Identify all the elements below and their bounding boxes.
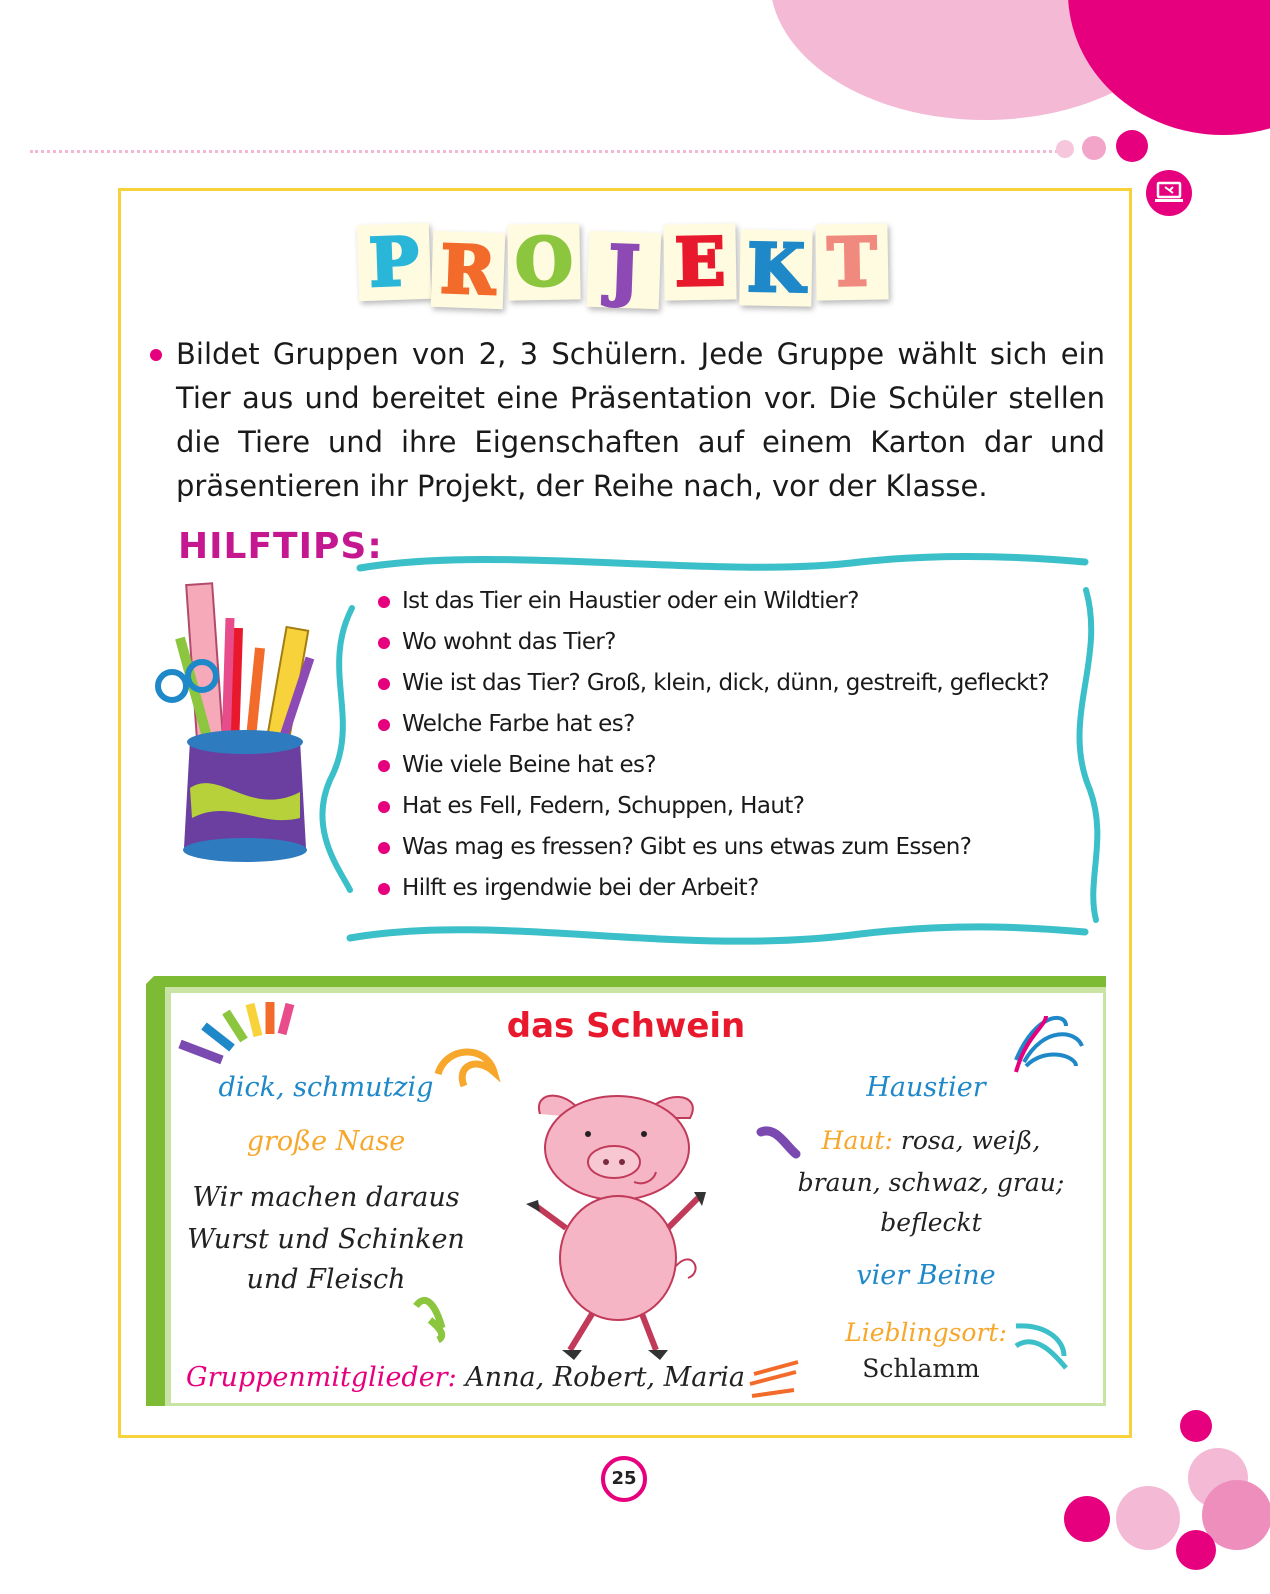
hilftips-heading: HILFTIPS:: [178, 526, 383, 567]
list-item: Wie viele Beine hat es?: [378, 750, 1049, 791]
poster-left-food3: und Fleisch: [246, 1264, 406, 1295]
list-item: Ist das Tier ein Haustier oder ein Wildtier?: [378, 586, 1049, 627]
title-letter-tile: T: [815, 223, 888, 300]
poster-left-line2: große Nase: [246, 1126, 406, 1157]
pig-drawing: [522, 1088, 722, 1368]
page-number: 25: [601, 1456, 647, 1502]
poster-haut-value: rosa, weiß,: [900, 1126, 1041, 1155]
poster-haut-label: Haut:: [821, 1126, 893, 1155]
intro-paragraph: [150, 332, 1105, 508]
title-letter-tile: R: [431, 231, 506, 309]
title-letter-tile: E: [663, 223, 736, 300]
decor-dot: [1176, 1530, 1216, 1570]
decor-dotted-line: [30, 150, 1070, 153]
pencil-cup-illustration: [150, 578, 340, 868]
computer-icon: [1146, 170, 1192, 216]
title-letter-tile: K: [739, 229, 812, 306]
title-letter-tile: O: [507, 223, 580, 300]
poster-right-haustier: Haustier: [866, 1072, 986, 1103]
poster-right-haut2: braun, schwaz, grau;: [797, 1168, 1065, 1197]
decor-dot: [1056, 140, 1074, 158]
example-poster: [146, 976, 1106, 1406]
title-letter-tile: P: [357, 223, 432, 301]
list-item: Was mag es fressen? Gibt es uns etwas zum Essen?: [378, 832, 1049, 873]
list-item: Wie ist das Tier? Groß, klein, dick, dünn, gestreift, gefleckt?: [378, 668, 1049, 709]
poster-right-lieblingsort-label: Lieblingsort:: [845, 1318, 1007, 1347]
poster-right-haut: [786, 1126, 1076, 1155]
decor-dot: [1116, 130, 1148, 162]
decor-magenta-blob: [1068, 0, 1270, 135]
title-letter-tile: J: [587, 231, 662, 309]
poster-right-haut3: befleckt: [880, 1208, 982, 1237]
list-item: Welche Farbe hat es?: [378, 709, 1049, 750]
poster-right-lieblingsort: Schlamm: [862, 1354, 980, 1383]
list-item: Wo wohnt das Tier?: [378, 627, 1049, 668]
poster-left-food2: Wurst und Schinken: [187, 1224, 465, 1255]
poster-members: [186, 1362, 746, 1393]
decor-dot: [1082, 136, 1106, 160]
list-item: Hat es Fell, Federn, Schuppen, Haut?: [378, 791, 1049, 832]
list-item: Hilft es irgendwie bei der Arbeit?: [378, 873, 1049, 914]
bullet-dot-icon: [150, 349, 162, 361]
decor-dot: [1180, 1410, 1212, 1442]
poster-members-label: Gruppenmitglieder:: [186, 1362, 457, 1393]
decor-dot: [1116, 1486, 1180, 1550]
intro-text: Bildet Gruppen von 2, 3 Schülern. Jede Gruppe wählt sich ein Tier aus und bereitet eine Präsentation vor. Die Schüler stellen die Tiere und ihre Eigenschaften auf einem Karton dar und präsentieren ihr Projekt, der Reihe nach, vor der Klasse.: [176, 337, 1105, 503]
poster-left-line1: dick, schmutzig: [218, 1072, 434, 1103]
poster-members-names: Anna, Robert, Maria: [465, 1362, 745, 1393]
hilftips-list: [378, 586, 1049, 914]
decor-dot: [1064, 1496, 1110, 1542]
poster-title: das Schwein: [506, 1006, 746, 1046]
poster-right-beine: vier Beine: [856, 1260, 996, 1291]
poster-left-food1: Wir machen daraus: [192, 1182, 460, 1213]
